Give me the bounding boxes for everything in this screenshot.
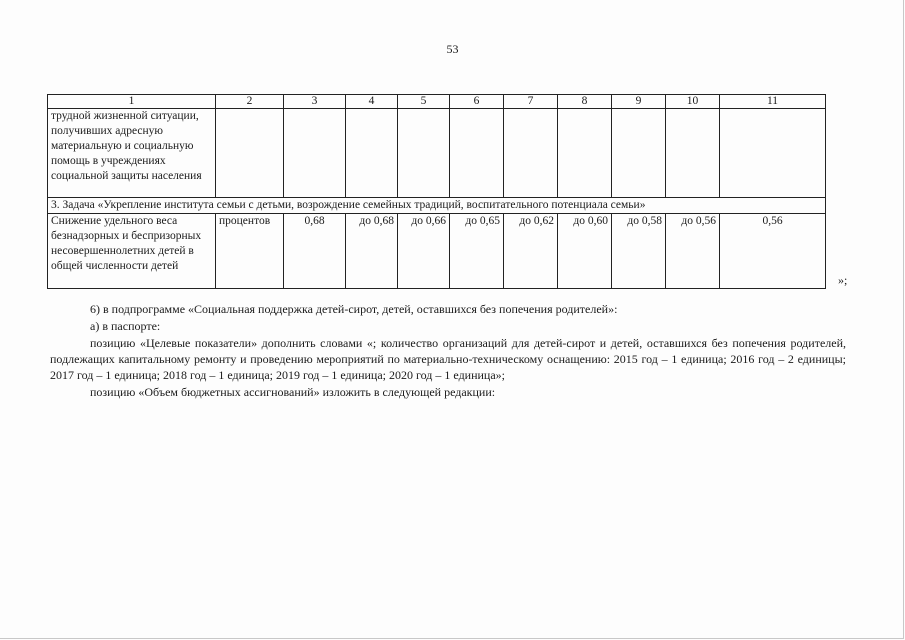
header-cell: 1 — [48, 95, 216, 109]
table-cell — [666, 109, 720, 198]
value-cell: до 0,58 — [612, 214, 666, 289]
indicator-name-cell: трудной жизненной ситуации, получивших адресную материальную и социальную помощь в учреждениях социальной защиты населения — [48, 109, 216, 198]
table-cell — [612, 109, 666, 198]
paragraph: позицию «Целевые показатели» дополнить словами «; количество организаций для детей-сирот и детей, оставшихся без попечения родителей, подлежащих капитальному ремонту и проведению мероприятий по материально-техническому оснащению: 2015 год – 1 единица; 2016 год – 2 единицы; 2017 год – 1 единица; 2018 год – 1 единица; 2019 год – 1 единица; 2020 год – 1 единица»; — [50, 336, 846, 382]
table-row — [48, 214, 826, 289]
table-header-row — [48, 95, 826, 109]
task-row — [48, 198, 826, 214]
task-title: 3. Задача «Укрепление института семьи с детьми, возрождение семейных традиций, воспитательного потенциала семьи» — [48, 198, 826, 214]
header-cell: 10 — [666, 95, 720, 109]
table-cell — [284, 109, 346, 198]
closing-quote: »; — [838, 273, 848, 287]
value-cell: до 0,62 — [504, 214, 558, 289]
indicator-name-cell: Снижение удельного веса безнадзорных и беспризорных несовершеннолетних детей в общей численности детей — [48, 214, 216, 289]
value-cell: 0,56 — [720, 214, 826, 289]
document-body — [50, 301, 846, 401]
value-cell: 0,68 — [284, 214, 346, 289]
value-cell: до 0,65 — [450, 214, 504, 289]
header-cell: 7 — [504, 95, 558, 109]
value-cell: до 0,68 — [346, 214, 398, 289]
table-cell — [720, 109, 826, 198]
header-cell: 11 — [720, 95, 826, 109]
paragraph: позицию «Объем бюджетных ассигнований» изложить в следующей редакции: — [90, 385, 496, 399]
paragraph: а) в паспорте: — [90, 319, 161, 333]
header-cell: 6 — [450, 95, 504, 109]
table-cell — [558, 109, 612, 198]
header-cell: 9 — [612, 95, 666, 109]
value-cell: до 0,60 — [558, 214, 612, 289]
header-cell: 8 — [558, 95, 612, 109]
table-cell — [398, 109, 450, 198]
header-cell: 4 — [346, 95, 398, 109]
value-cell: до 0,66 — [398, 214, 450, 289]
table-cell — [216, 109, 284, 198]
paragraph: 6) в подпрограмме «Социальная поддержка детей-сирот, детей, оставшихся без попечения родителей»: — [90, 302, 618, 316]
value-cell: до 0,56 — [666, 214, 720, 289]
unit-cell: процентов — [216, 214, 284, 289]
table-row — [48, 109, 826, 198]
header-cell: 2 — [216, 95, 284, 109]
table-cell — [450, 109, 504, 198]
header-cell: 3 — [284, 95, 346, 109]
table-cell — [504, 109, 558, 198]
page-number: 53 — [446, 42, 459, 56]
table-cell — [346, 109, 398, 198]
indicators-table — [47, 94, 826, 289]
header-cell: 5 — [398, 95, 450, 109]
